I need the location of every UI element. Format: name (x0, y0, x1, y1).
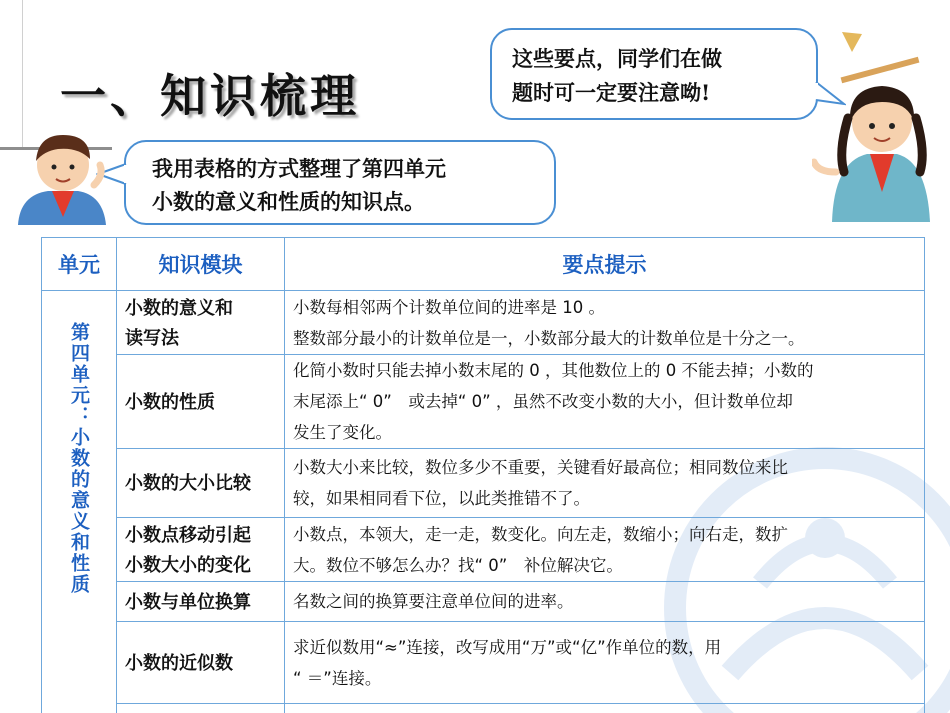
boy-speech-line-2: 小数的意义和性质的知识点。 (152, 189, 425, 214)
module-text: 小数的近似数 (125, 652, 233, 673)
points-text: 整数部分最小的计数单位是一，小数部分最大的计数单位是十分之一。 (293, 328, 805, 348)
points-cell (285, 518, 925, 582)
header-unit: 单元 (42, 238, 117, 291)
points-text: 化简小数时只能去掉小数末尾的 0 ，其他数位上的 0 不能去掉；小数的 (293, 361, 814, 380)
module-cell (117, 622, 285, 704)
points-cell (285, 355, 925, 449)
knowledge-table (41, 237, 925, 713)
module-text: 小数与单位换算 (125, 591, 251, 612)
points-cell (285, 622, 925, 704)
girl-character-icon (812, 22, 950, 222)
table-row (42, 622, 925, 704)
module-cell (117, 355, 285, 449)
table-row (42, 518, 925, 582)
boy-speech-line-1: 我用表格的方式整理了第四单元 (152, 156, 446, 181)
page-title: 一、知识梳理 (60, 69, 360, 123)
points-text: 求近似数用“≈”连接，改写成用“万”或“亿”作单位的数，用 (293, 637, 722, 657)
points-text: 较，如果相同看下位，以此类推错不了。 (293, 489, 590, 508)
points-cell-empty (285, 704, 925, 713)
table-row (42, 291, 925, 355)
unit-cell (42, 291, 117, 713)
module-cell (117, 582, 285, 622)
points-text: 名数之间的换算要注意单位间的进率。 (293, 592, 574, 611)
points-text: 小数大小来比较，数位多少不重要，关键看好最高位；相同数位来比 (293, 458, 788, 477)
points-text: 大。数位不够怎么办？找“ 0” 补位解决它。 (293, 555, 623, 575)
module-cell-empty (117, 704, 285, 713)
module-text: 小数的性质 (125, 391, 215, 412)
table-row (42, 449, 925, 518)
module-cell (117, 449, 285, 518)
header-module: 知识模块 (117, 238, 285, 291)
boy-character-icon (8, 125, 118, 225)
points-text: 小数每相邻两个计数单位间的进率是 10 。 (293, 297, 605, 317)
points-text: 末尾添上“ 0” 或去掉“ 0” ，虽然不改变小数的大小，但计数单位却 (293, 392, 793, 411)
points-text: 发生了变化。 (293, 423, 392, 442)
module-cell (117, 518, 285, 582)
points-cell (285, 291, 925, 355)
module-text: 小数的大小比较 (125, 473, 251, 493)
boy-speech-bubble (124, 140, 556, 225)
girl-speech-bubble (490, 28, 818, 120)
module-text: 小数点移动引起 (125, 524, 251, 545)
points-cell (285, 449, 925, 518)
table-header-row (42, 238, 925, 291)
table-row (42, 582, 925, 622)
module-text: 小数的意义和 (125, 297, 233, 318)
points-text: “ ＝”连接。 (293, 668, 382, 688)
module-text: 小数大小的变化 (125, 554, 251, 575)
module-cell (117, 291, 285, 355)
points-cell (285, 582, 925, 622)
table-row (42, 355, 925, 449)
module-text: 读写法 (125, 327, 179, 348)
header-points: 要点提示 (285, 238, 925, 291)
points-text: 小数点，本领大，走一走，数变化。向左走，数缩小；向右走，数扩 (293, 524, 788, 544)
girl-speech-line-2: 题时可一定要注意呦! (512, 80, 711, 105)
unit-label: 第四单元：小数的意义和性质 (68, 322, 90, 595)
table-row (42, 704, 925, 713)
girl-speech-line-1: 这些要点，同学们在做 (512, 46, 722, 71)
